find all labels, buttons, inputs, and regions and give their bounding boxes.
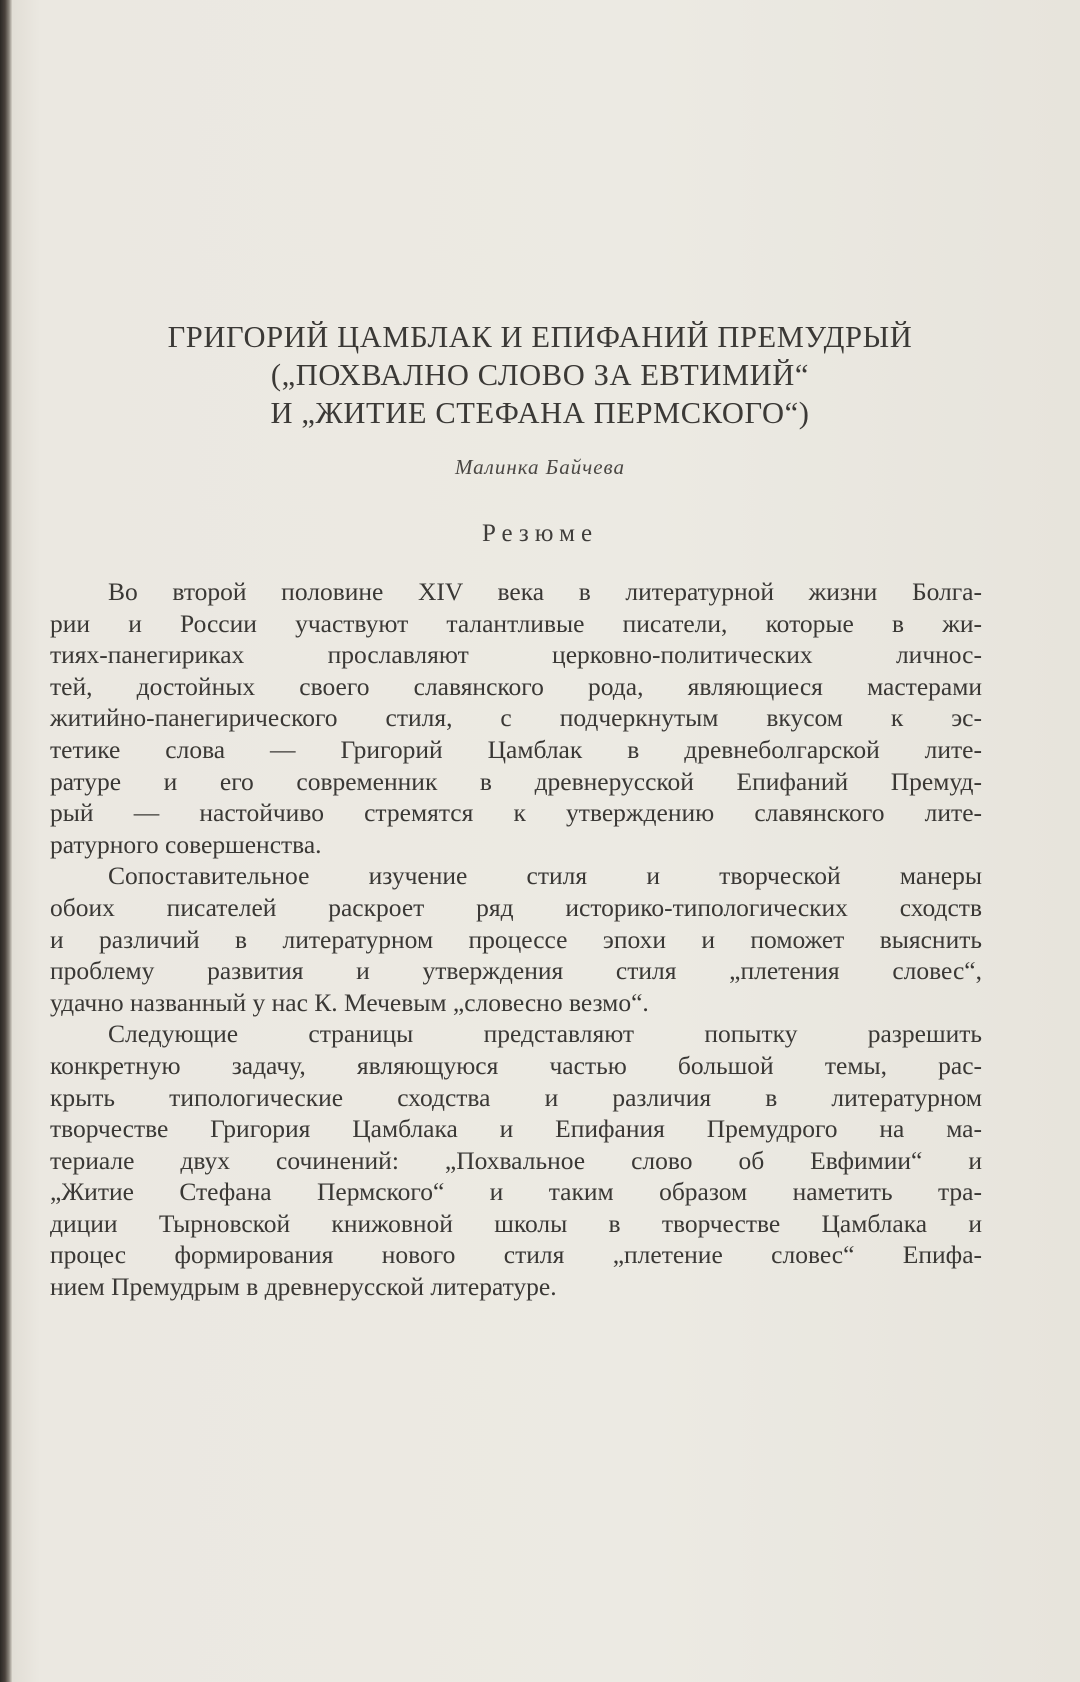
text-line: процес формирования нового стиля „плетение словес“ Епифа- <box>50 1240 982 1270</box>
title-line-3: И „ЖИТИЕ СТЕФАНА ПЕРМСКОГО“) <box>270 396 810 430</box>
text-line: „Житие Стефана Пермского“ и таким образом наметить тра- <box>50 1177 982 1207</box>
text-line: удачно названный у нас К. Мечевым „словесно везмо“. <box>50 987 649 1017</box>
text-line: териале двух сочинений: „Похвальное слово об Евфимии“ и <box>50 1145 982 1175</box>
body-text <box>50 576 982 1303</box>
text-line: ратурного совершенства. <box>50 829 322 859</box>
article-title <box>60 318 1020 432</box>
text-line: рый — настойчиво стремятся к утверждению славянского лите- <box>50 798 982 828</box>
text-line: тиях-панегириках прославляют церковно-политических личнос- <box>50 640 982 670</box>
text-line: проблему развития и утверждения стиля „плетения словес“, <box>50 956 982 986</box>
title-line-1: ГРИГОРИЙ ЦАМБЛАК И ЕПИФАНИЙ ПРЕМУДРЫЙ <box>167 320 913 354</box>
text-line: Следующие страницы представляют попытку разрешить <box>108 1019 982 1049</box>
text-line: конкретную задачу, являющуюся частью большой темы, рас- <box>50 1050 982 1080</box>
text-line: нием Премудрым в древнерусской литературе. <box>50 1272 557 1302</box>
title-line-2: („ПОХВАЛНО СЛОВО ЗА ЕВТИМИЙ“ <box>270 358 810 392</box>
text-line: рии и России участвуют талантливые писатели, которые в жи- <box>50 608 982 638</box>
text-line: диции Тырновской книжовной школы в творчестве Цамблака и <box>50 1208 982 1238</box>
text-line: творчестве Григория Цамблака и Епифания Премудрого на ма- <box>50 1114 982 1144</box>
text-line: ратуре и его современник в древнерусской Епифаний Премуд- <box>50 766 982 796</box>
text-line: и различий в литературном процессе эпохи и поможет выяснить <box>50 924 982 954</box>
book-binding-edge <box>0 0 12 1682</box>
text-line: житийно-панегирического стиля, с подчеркнутым вкусом к эс- <box>50 703 982 733</box>
text-line: Во второй половине XIV века в литературной жизни Болга- <box>108 577 982 606</box>
text-line: обоих писателей раскроет ряд историко-типологических сходств <box>50 892 982 922</box>
text-line: крыть типологические сходства и различия в литературном <box>50 1082 982 1112</box>
text-line: тетике слова — Григорий Цамблак в древнеболгарской лите- <box>50 734 982 764</box>
text-line: тей, достойных своего славянского рода, являющиеся мастерами <box>50 671 982 701</box>
section-heading: Резюме <box>481 520 599 547</box>
text-line: Сопоставительное изучение стиля и творческой манеры <box>108 861 982 891</box>
author-name: Малинка Байчева <box>454 455 626 479</box>
